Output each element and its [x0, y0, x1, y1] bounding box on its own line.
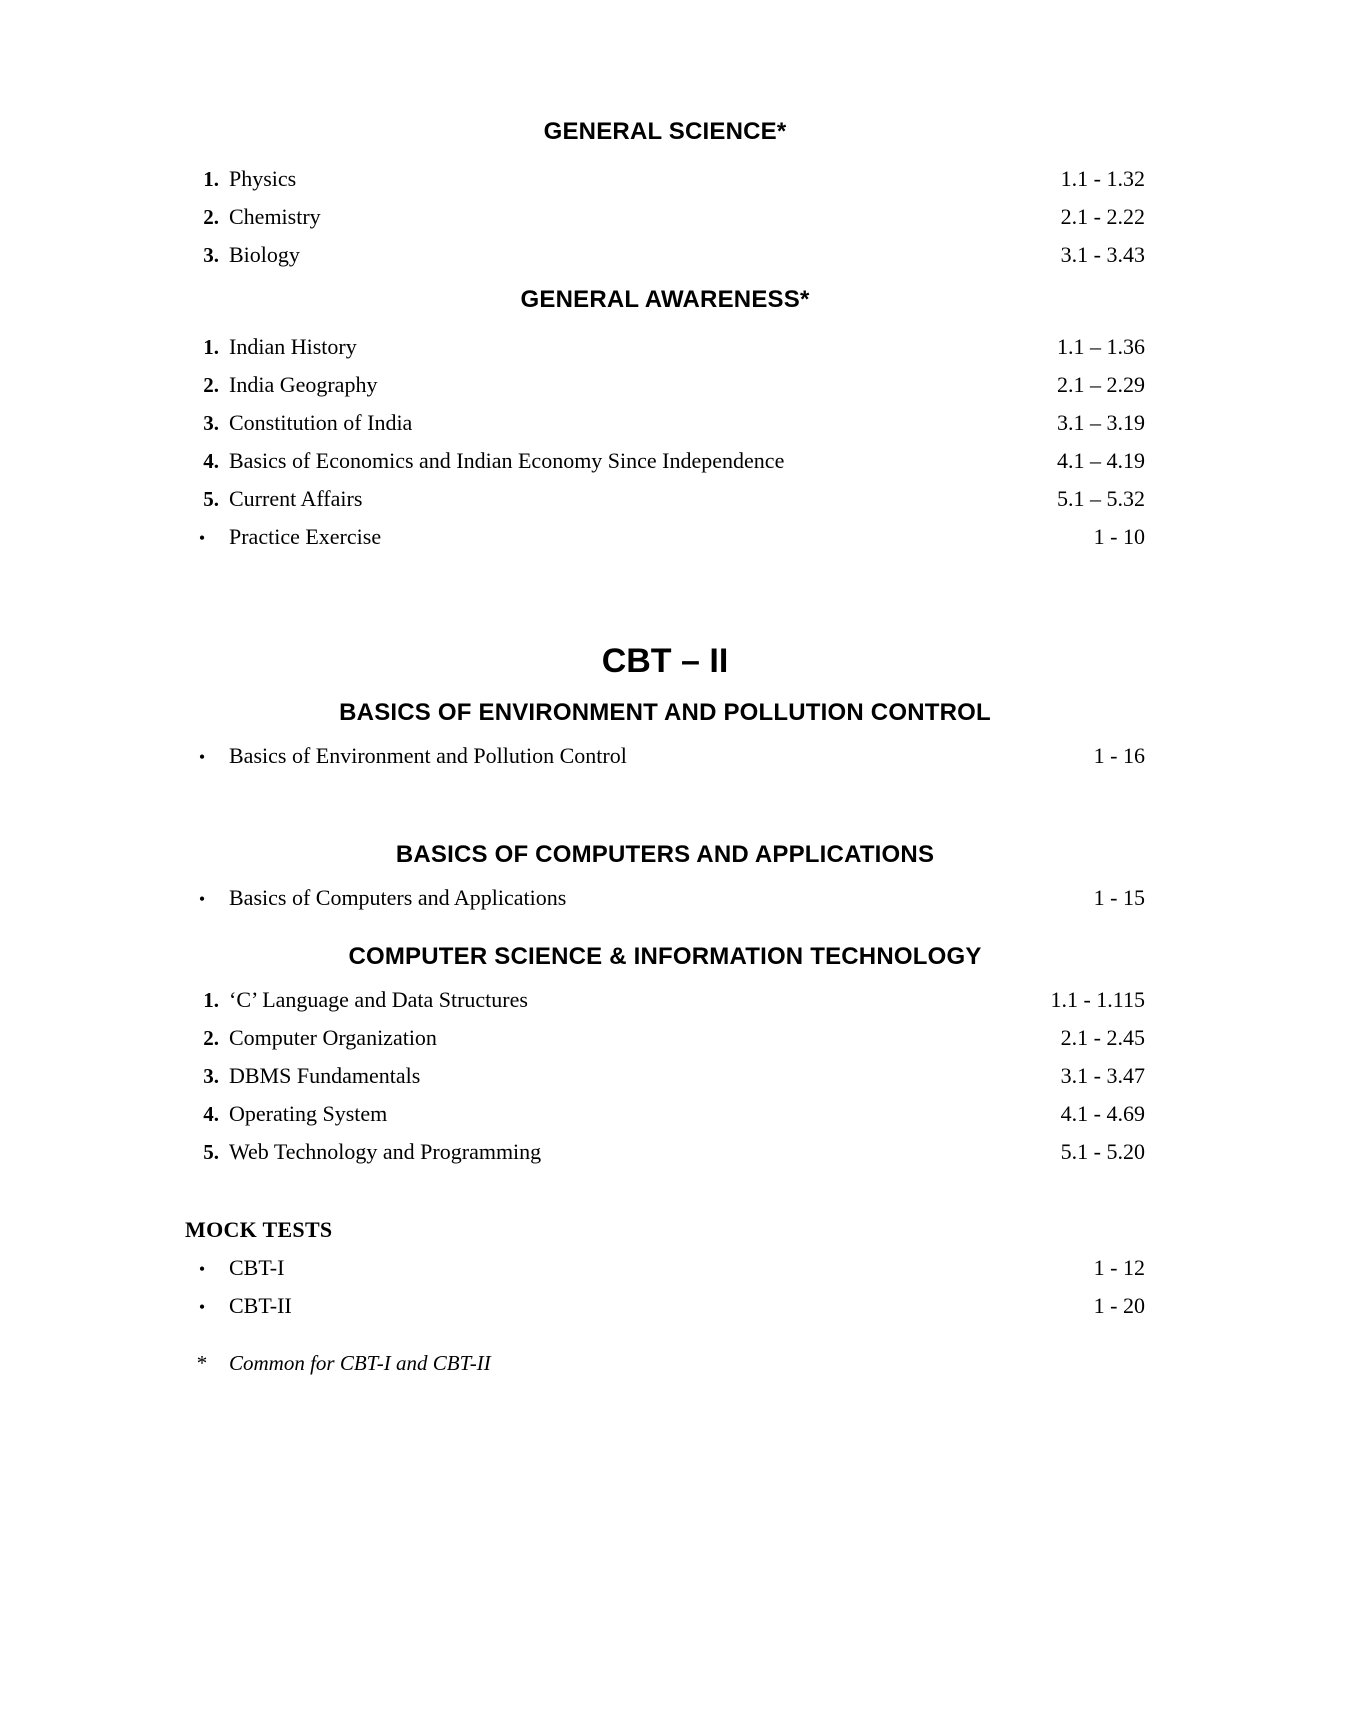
bullet-icon: •: [198, 1259, 206, 1279]
toc-row: [185, 374, 1145, 396]
section-heading-general-science: GENERAL SCIENCE*: [543, 118, 787, 145]
toc-row: [185, 336, 1145, 358]
bullet-icon: •: [198, 747, 206, 767]
item-marker: 4.: [203, 449, 219, 473]
footnote-marker: *: [196, 1351, 208, 1375]
item-pages: 4.1 – 4.19: [1057, 448, 1145, 473]
item-marker: 5.: [203, 487, 219, 511]
item-pages: 1 - 16: [1093, 743, 1145, 768]
item-pages: 3.1 - 3.47: [1060, 1063, 1145, 1088]
item-pages: 2.1 - 2.22: [1060, 204, 1145, 229]
item-pages: 1 - 12: [1093, 1255, 1145, 1280]
item-marker: 3.: [203, 243, 219, 267]
item-pages: 3.1 – 3.19: [1057, 410, 1145, 435]
section-heading-general-awareness: GENERAL AWARENESS*: [520, 286, 810, 313]
footnote: [185, 1351, 1145, 1376]
toc-row: [185, 745, 1145, 767]
item-title: Basics of Computers and Applications: [229, 885, 567, 910]
item-marker: 2.: [203, 205, 219, 229]
table-of-contents: [185, 118, 1145, 1376]
item-title: India Geography: [229, 372, 378, 397]
item-pages: 1.1 – 1.36: [1057, 334, 1145, 359]
item-title: ‘C’ Language and Data Structures: [229, 987, 528, 1012]
item-pages: 1 - 10: [1093, 524, 1145, 549]
item-title: CBT-II: [229, 1293, 292, 1318]
toc-row: [185, 1257, 1145, 1279]
section-heading-basics-computers: BASICS OF COMPUTERS AND APPLICATIONS: [395, 841, 935, 868]
item-pages: 3.1 - 3.43: [1060, 242, 1145, 267]
bullet-icon: •: [198, 528, 206, 548]
item-title: Computer Organization: [229, 1025, 437, 1050]
item-pages: 2.1 - 2.45: [1060, 1025, 1145, 1050]
item-title: Indian History: [229, 334, 357, 359]
item-title: Web Technology and Programming: [229, 1139, 542, 1164]
section-list-computer-science-it: [185, 989, 1145, 1163]
toc-row: [185, 526, 1145, 548]
item-marker: 5.: [203, 1140, 219, 1164]
toc-row: [185, 412, 1145, 434]
section-heading-computer-science-it: COMPUTER SCIENCE & INFORMATION TECHNOLOGY: [348, 943, 982, 970]
item-pages: 1 - 15: [1093, 885, 1145, 910]
item-title: Constitution of India: [229, 410, 413, 435]
item-marker: 4.: [203, 1102, 219, 1126]
item-marker: 2.: [203, 373, 219, 397]
spacer: [185, 925, 1145, 943]
item-title: Operating System: [229, 1101, 388, 1126]
item-pages: 2.1 – 2.29: [1057, 372, 1145, 397]
footnote-text: Common for CBT-I and CBT-II: [229, 1351, 491, 1375]
item-marker: 2.: [203, 1026, 219, 1050]
toc-row: [185, 488, 1145, 510]
spacer: [185, 681, 1145, 699]
bullet-icon: •: [198, 1297, 206, 1317]
section-list-general-science: [185, 168, 1145, 266]
item-title: Biology: [229, 242, 300, 267]
toc-row: [185, 244, 1145, 266]
item-marker: 3.: [203, 1064, 219, 1088]
part-heading-cbt-2: CBT – II: [601, 642, 729, 680]
item-pages: 5.1 - 5.20: [1060, 1139, 1145, 1164]
item-marker: 3.: [203, 411, 219, 435]
item-marker: 1.: [203, 988, 219, 1012]
toc-row: [185, 1027, 1145, 1049]
toc-row: [185, 206, 1145, 228]
item-pages: 1.1 - 1.32: [1060, 166, 1145, 191]
spacer: [185, 1179, 1145, 1217]
item-title: CBT-I: [229, 1255, 285, 1280]
item-title: Basics of Economics and Indian Economy Since Independence: [229, 448, 785, 473]
spacer: [185, 564, 1145, 642]
item-title: Current Affairs: [229, 486, 363, 511]
section-heading-basics-environment: BASICS OF ENVIRONMENT AND POLLUTION CONTROL: [339, 699, 991, 726]
spacer: [185, 783, 1145, 841]
item-marker: 1.: [203, 167, 219, 191]
item-pages: 1.1 - 1.115: [1050, 987, 1145, 1012]
item-pages: 5.1 – 5.32: [1057, 486, 1145, 511]
toc-row: [185, 1141, 1145, 1163]
item-title: Basics of Environment and Pollution Control: [229, 743, 627, 768]
toc-row: [185, 1103, 1145, 1125]
toc-row: [185, 1065, 1145, 1087]
toc-row: [185, 450, 1145, 472]
item-pages: 1 - 20: [1093, 1293, 1145, 1318]
item-title: Practice Exercise: [229, 524, 382, 549]
section-list-basics-environment: [185, 745, 1145, 767]
toc-row: [185, 989, 1145, 1011]
bullet-icon: •: [198, 889, 206, 909]
item-pages: 4.1 - 4.69: [1060, 1101, 1145, 1126]
toc-row: [185, 887, 1145, 909]
section-list-general-awareness: [185, 336, 1145, 548]
item-title: Physics: [229, 166, 297, 191]
section-list-basics-computers: [185, 887, 1145, 909]
item-title: DBMS Fundamentals: [229, 1063, 421, 1088]
toc-row: [185, 168, 1145, 190]
toc-row: [185, 1295, 1145, 1317]
item-title: Chemistry: [229, 204, 321, 229]
section-heading-mock-tests: MOCK TESTS: [185, 1217, 333, 1242]
section-list-mock-tests: [185, 1257, 1145, 1317]
item-marker: 1.: [203, 335, 219, 359]
